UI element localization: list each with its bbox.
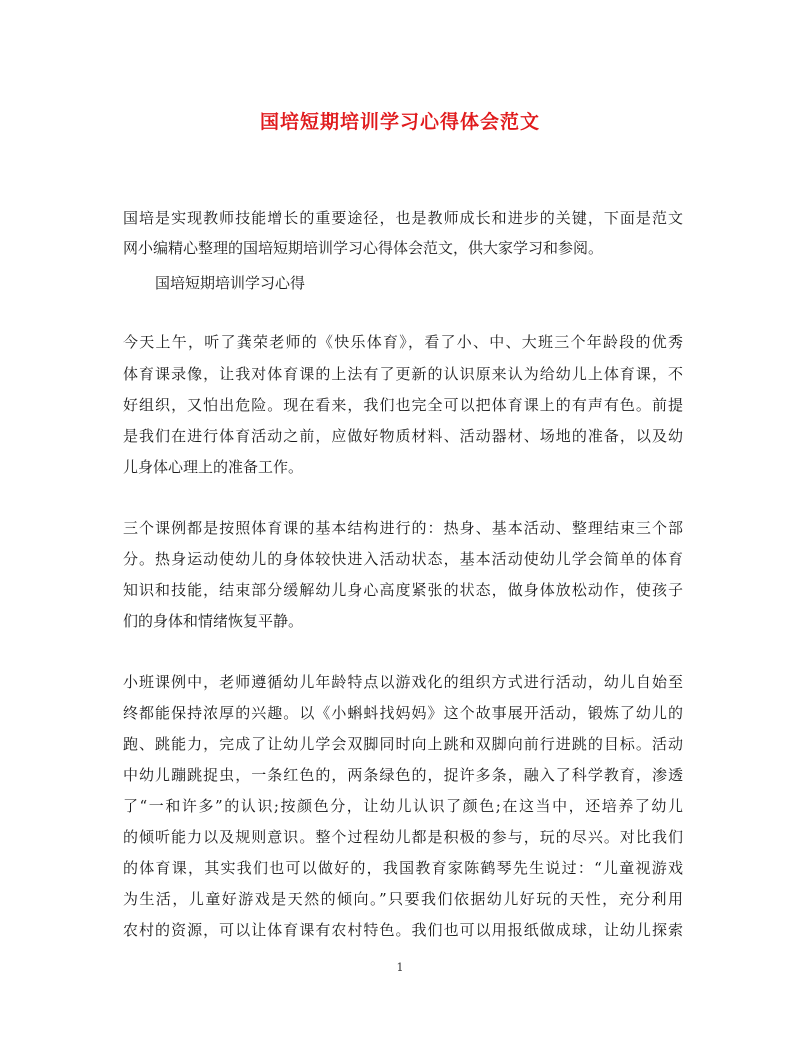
- paragraph-3-line: 的体育课，其实我们也可以做好的，我国教育家陈鹤琴先生说过：“儿童视游戏: [123, 859, 683, 877]
- paragraph-3-line: 为生活，儿童好游戏是天然的倾向。”只要我们依据幼儿好玩的天性，充分利用: [123, 890, 683, 908]
- paragraph-3-line: 农村的资源，可以让体育课有农村特色。我们也可以用报纸做成球，让幼儿探索: [123, 921, 683, 939]
- section-subheading: 国培短期培训学习心得: [155, 274, 306, 292]
- paragraph-1-line: 儿身体心理上的准备工作。: [123, 458, 304, 476]
- page-number: 1: [396, 961, 404, 974]
- paragraph-1-line: 是我们在进行体育活动之前，应做好物质材料、活动器材、场地的准备，以及幼: [123, 427, 683, 445]
- paragraph-2-line: 知识和技能，结束部分缓解幼儿身心高度紧张的状态，做身体放松动作，使孩子: [123, 581, 683, 599]
- paragraph-1-line: 今天上午，听了龚荣老师的《快乐体育》，看了小、中、大班三个年龄段的优秀: [123, 333, 683, 351]
- paragraph-2-line: 三个课例都是按照体育课的基本结构进行的：热身、基本活动、整理结束三个部: [123, 519, 683, 537]
- paragraph-2-line: 们的身体和情绪恢复平静。: [123, 612, 304, 630]
- paragraph-3-line: 中幼儿蹦跳捉虫，一条红色的，两条绿色的，捉许多条，融入了科学教育，渗透: [123, 766, 683, 784]
- paragraph-3-line: 终都能保持浓厚的兴趣。以《小蝌蚪找妈妈》这个故事展开活动，锻炼了幼儿的: [123, 704, 683, 722]
- paragraph-3-line: 的倾听能力以及规则意识。整个过程幼儿都是积极的参与，玩的尽兴。对比我们: [123, 828, 683, 846]
- paragraph-1-line: 好组织，又怕出危险。现在看来，我们也完全可以把体育课上的有声有色。前提: [123, 396, 683, 414]
- paragraph-1-line: 体育课录像，让我对体育课的上法有了更新的认识原来认为给幼儿上体育课，不: [123, 365, 683, 383]
- paragraph-3-line: 小班课例中，老师遵循幼儿年龄特点以游戏化的组织方式进行活动，幼儿自始至: [123, 673, 683, 691]
- paragraph-3-line: 了“一和许多”的认识;按颜色分，让幼儿认识了颜色;在这当中，还培养了幼儿: [123, 797, 683, 815]
- document-title: 国培短期培训学习心得体会范文: [259, 111, 540, 133]
- intro-line: 网小编精心整理的国培短期培训学习心得体会范文，供大家学习和参阅。: [123, 239, 604, 257]
- paragraph-3-line: 跑、跳能力，完成了让幼儿学会双脚同时向上跳和双脚向前行进跳的目标。活动: [123, 735, 683, 753]
- paragraph-2-line: 分。热身运动使幼儿的身体较快进入活动状态，基本活动使幼儿学会简单的体育: [123, 550, 683, 568]
- intro-line: 国培是实现教师技能增长的重要途径，也是教师成长和进步的关键，下面是范文: [123, 209, 683, 227]
